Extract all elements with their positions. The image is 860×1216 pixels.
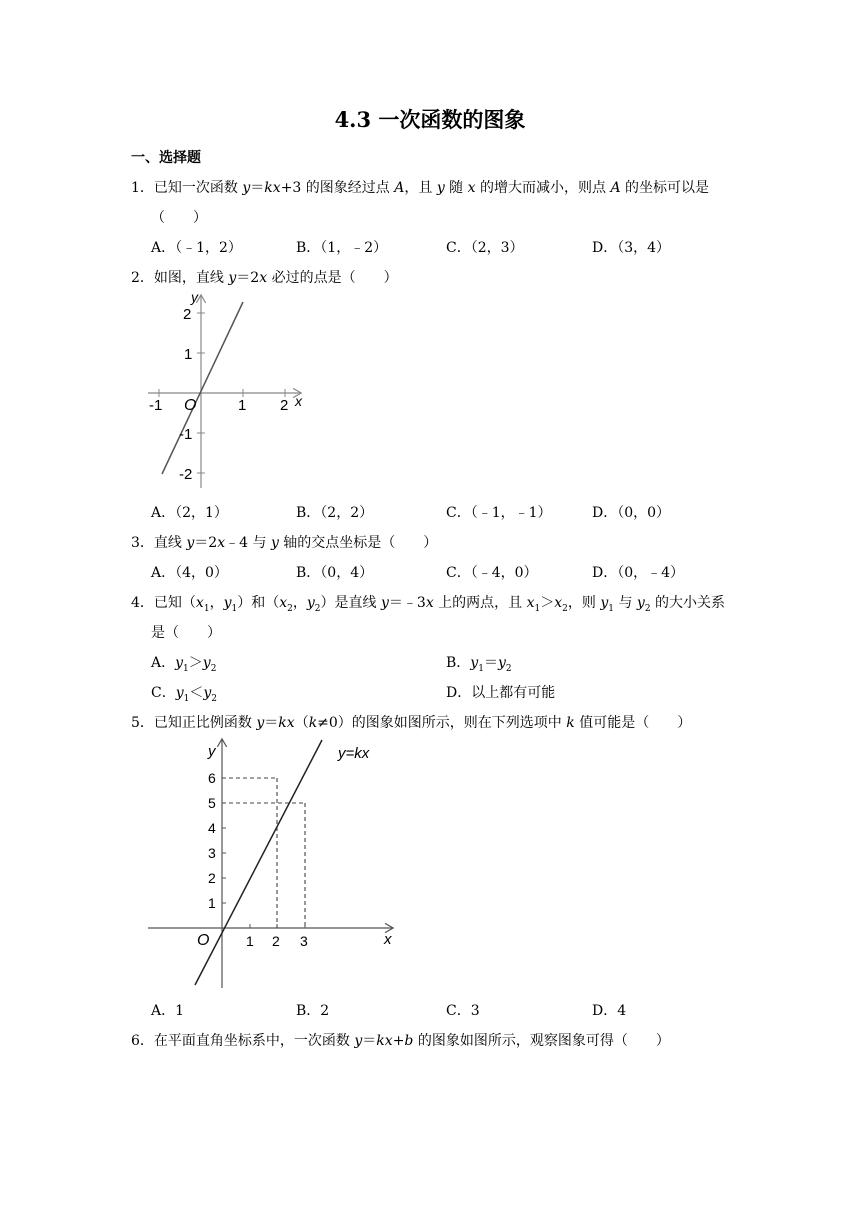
q2-y-tick: 2 [183,306,192,323]
q2-origin: O [184,397,197,414]
question-2-option-a[interactable]: A．（2，1） [151,505,228,521]
q2-y-tick: 1 [184,346,193,363]
q2-x-tick: 1 [238,397,247,414]
q2-x-tick: -1 [149,397,163,414]
question-5-option-c[interactable]: C．3 [446,1003,480,1019]
question-2-option-c[interactable]: C．（﹣1，﹣1） [446,505,552,521]
q2-y-tick: -1 [179,426,193,443]
q5-y-tick: 1 [208,895,216,911]
question-3-option-c[interactable]: C．（﹣4，0） [446,565,538,581]
question-3-option-a[interactable]: A．（4，0） [151,565,228,581]
page-title: 4.3 一次函数的图象 [334,107,526,132]
question-5-option-a[interactable]: A．1 [151,1003,185,1019]
question-1-option-c[interactable]: C．（2，3） [446,240,524,256]
q5-y-tick: 5 [208,795,216,811]
q5-x-tick: 1 [246,933,254,949]
question-4-stem: 4．已知（$x_1$，$y_1$）和（$x_2$，$y_2$）是直线 y＝﹣3x 上的两点，且 $x_1>x_2$，则 $y_1$ 与 $y_2$ 的大小关系 [131,595,726,614]
q2-x-label: x [295,393,302,409]
question-1-option-b[interactable]: B．（1，﹣2） [296,240,388,256]
q5-y-tick: 2 [208,870,216,886]
q5-y-label: y [208,743,216,760]
question-5-figure [140,732,405,992]
q5-x-tick: 2 [272,933,280,949]
q5-y-tick: 3 [208,845,216,861]
q5-y-tick: 4 [208,820,216,836]
question-2-figure [140,286,320,492]
section-heading: 一、选择题 [131,150,201,166]
q2-x-tick: 2 [280,397,289,414]
q5-x-tick: 3 [300,933,308,949]
question-4-option-a[interactable]: A．$y_1>y_2$ [151,655,217,674]
question-5-option-d[interactable]: D．4 [592,1003,627,1019]
q5-line-label: y=kx [338,745,370,762]
question-5-stem: 5．已知正比例函数 y＝kx（k≠0）的图象如图所示，则在下列选项中 k 值可能是（ ） [131,715,692,731]
question-1-option-d[interactable]: D．（3，4） [592,240,671,256]
question-6-stem: 6．在平面直角坐标系中，一次函数 y＝kx+b 的图象如图所示，观察图象可得（ ） [131,1033,670,1049]
q2-y-tick: -2 [179,466,193,483]
q5-x-label: x [384,931,392,948]
question-1-option-a[interactable]: A．（﹣1，2） [151,240,242,256]
q5-origin: O [197,932,210,949]
question-2-option-d[interactable]: D．（0，0） [592,505,671,521]
question-3-stem: 3．直线 y＝2x﹣4 与 y 轴的交点坐标是（ ） [131,535,438,551]
question-5-option-b[interactable]: B．2 [296,1003,330,1019]
q2-line-y-2x [162,302,243,474]
question-4-option-b[interactable]: B．$y_1=y_2$ [446,655,512,674]
question-1-stem: 1．已知一次函数 y＝kx+3 的图象经过点 A，且 y 随 x 的增大而减小，则点 A 的坐标可以是 [131,180,710,196]
question-3-option-b[interactable]: B．（0，4） [296,565,374,581]
question-2-option-b[interactable]: B．（2，2） [296,505,374,521]
q2-y-label: y [191,289,198,305]
question-4-stem-cont: 是（ ） [151,625,221,641]
question-3-option-d[interactable]: D．（0，﹣4） [592,565,685,581]
question-4-option-c[interactable]: C．$y_1<y_2$ [151,685,218,704]
question-2-stem: 2．如图，直线 y＝2x 必过的点是（ ） [131,270,398,286]
question-4-option-d[interactable]: D．以上都有可能 [446,685,556,701]
q5-y-tick: 6 [208,770,216,786]
question-1-stem-cont: （ ） [151,210,207,226]
